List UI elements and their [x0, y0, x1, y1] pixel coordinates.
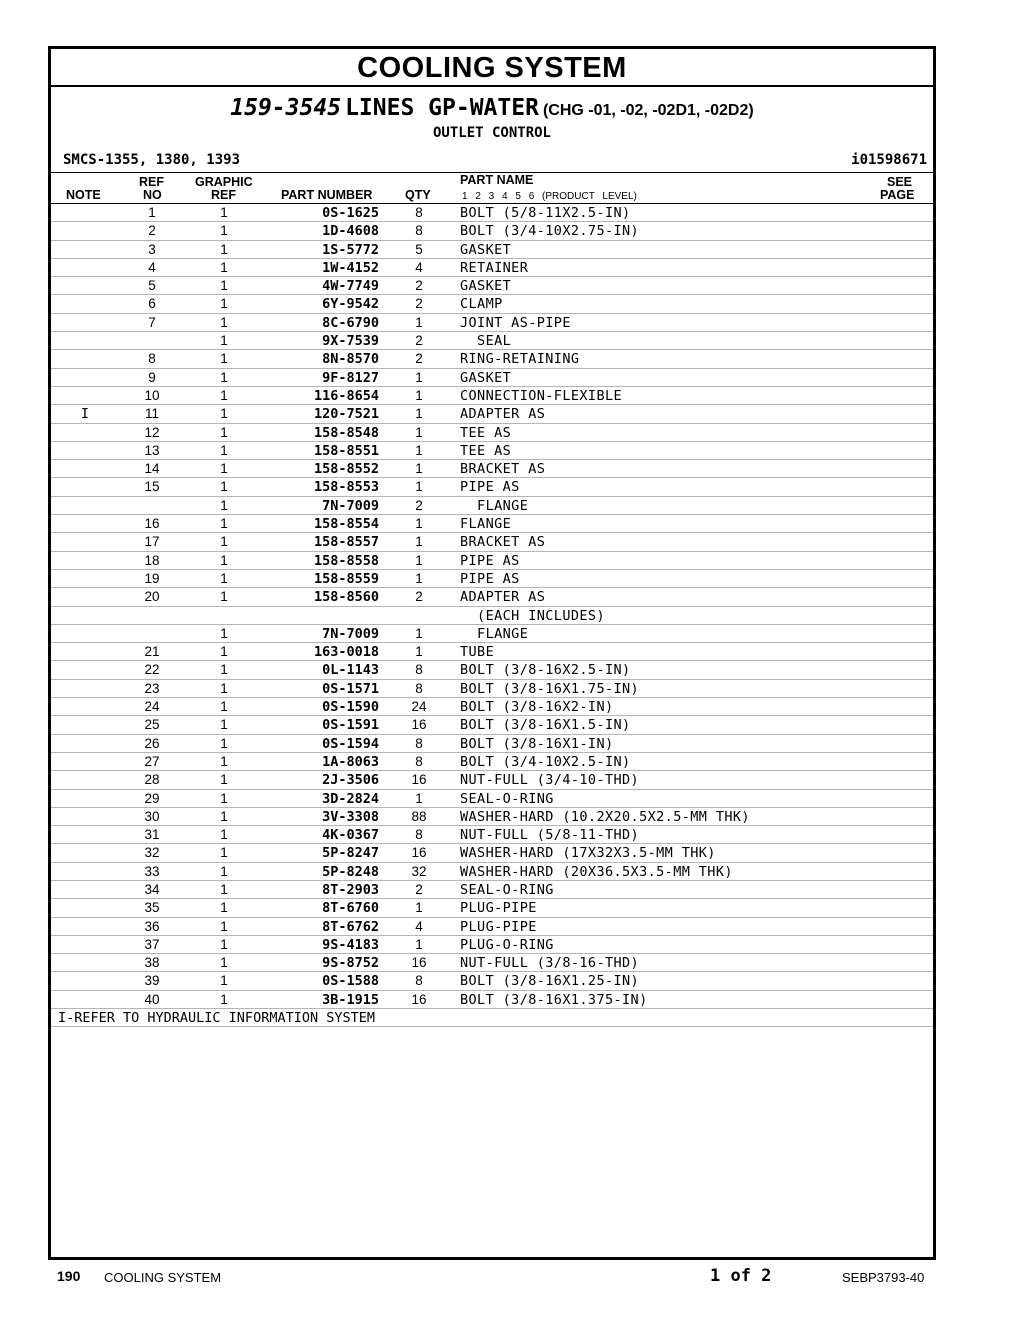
part-name: WASHER-HARD (20X36.5X3.5-MM THK)	[460, 863, 733, 880]
graphic-ref: 1	[220, 863, 228, 879]
part-number: 1D-4608	[322, 223, 379, 240]
part-number: 5P-8247	[322, 845, 379, 862]
part-number: 158-8552	[313, 461, 379, 478]
table-row	[51, 716, 933, 734]
table-row	[51, 314, 933, 332]
table-row	[51, 918, 933, 936]
ref-number: 12	[144, 424, 160, 440]
graphic-ref: 1	[220, 973, 228, 989]
graphic-ref: 1	[220, 680, 228, 696]
ref-number: 18	[144, 552, 160, 568]
part-name: PLUG-O-RING	[460, 936, 554, 953]
quantity: 16	[411, 991, 427, 1007]
part-name: NUT-FULL (3/8-16-THD)	[460, 955, 640, 972]
part-name: GASKET	[460, 278, 512, 295]
ref-number: 11	[144, 406, 159, 422]
part-number: 158-8553	[313, 479, 379, 496]
quantity: 1	[415, 479, 423, 495]
ref-number: 15	[144, 479, 160, 495]
graphic-ref: 1	[220, 241, 228, 257]
quantity: 1	[415, 936, 423, 952]
footnote: I-REFER TO HYDRAULIC INFORMATION SYSTEM	[58, 1010, 375, 1027]
table-row	[51, 478, 933, 496]
part-number: 158-8560	[313, 589, 379, 606]
graphic-ref: 1	[220, 497, 228, 513]
graphic-ref: 1	[220, 827, 228, 843]
table-row	[51, 387, 933, 405]
quantity: 8	[415, 223, 423, 239]
ref-number: 40	[144, 991, 160, 1007]
quantity: 8	[415, 753, 423, 769]
part-name: BOLT (3/4-10X2.75-IN)	[460, 223, 640, 240]
quantity: 1	[415, 406, 423, 422]
quantity: 1	[415, 369, 423, 385]
graphic-ref: 1	[220, 552, 228, 568]
graphic-ref: 1	[220, 625, 228, 641]
table-row	[51, 515, 933, 533]
table-row	[51, 222, 933, 240]
part-number: 2J-3506	[322, 772, 379, 789]
ref-number: 33	[144, 863, 160, 879]
table-row	[51, 277, 933, 295]
part-number: 8T-2903	[322, 881, 379, 898]
quantity: 1	[415, 442, 423, 458]
header-qty: QTY	[405, 188, 431, 202]
table-row	[51, 753, 933, 771]
ref-number: 4	[148, 259, 156, 275]
ref-number: 25	[144, 717, 160, 733]
quantity: 1	[415, 552, 423, 568]
graphic-ref: 1	[220, 479, 228, 495]
part-number: 7N-7009	[322, 497, 379, 514]
group-subtitle: OUTLET CONTROL	[432, 125, 551, 141]
graphic-ref: 1	[220, 918, 228, 934]
part-number: 4K-0367	[322, 827, 379, 844]
part-name: BOLT (3/4-10X2.5-IN)	[460, 753, 631, 770]
part-name: ADAPTER AS	[460, 589, 546, 606]
ref-number: 30	[144, 808, 160, 824]
quantity: 2	[415, 589, 423, 605]
part-name: WASHER-HARD (17X32X3.5-MM THK)	[460, 845, 716, 862]
header-ref-bottom: NO	[143, 188, 162, 202]
illustration-id: i01598671	[851, 152, 927, 168]
ref-number: 31	[144, 827, 160, 843]
part-number: 158-8548	[313, 424, 379, 441]
part-name: BOLT (3/8-16X2-IN)	[460, 699, 614, 716]
graphic-ref: 1	[220, 772, 228, 788]
part-number: 9X-7539	[322, 333, 379, 350]
part-name: BOLT (3/8-16X1.5-IN)	[460, 717, 631, 734]
quantity: 8	[415, 680, 423, 696]
part-name: RING-RETAINING	[460, 351, 580, 368]
part-name: TUBE	[460, 644, 495, 661]
part-name: TEE AS	[460, 424, 512, 441]
table-row	[51, 424, 933, 442]
part-name: WASHER-HARD (10.2X20.5X2.5-MM THK)	[460, 808, 750, 825]
part-number: 6Y-9542	[322, 296, 379, 313]
parts-page-frame	[48, 46, 936, 1260]
graphic-ref: 1	[220, 900, 228, 916]
quantity: 1	[415, 644, 423, 660]
part-number: 9S-4183	[322, 936, 379, 953]
quantity: 2	[415, 278, 423, 294]
quantity: 16	[411, 772, 427, 788]
table-row	[51, 241, 933, 259]
quantity: 1	[415, 570, 423, 586]
part-number: 8C-6790	[322, 314, 379, 331]
quantity: 8	[415, 827, 423, 843]
quantity: 2	[415, 497, 423, 513]
part-number: 0S-1625	[322, 205, 379, 221]
header-see-top: SEE	[887, 175, 913, 189]
table-row	[51, 936, 933, 954]
quantity: 2	[415, 881, 423, 897]
graphic-ref: 1	[220, 406, 228, 422]
page-of: 1 of 2	[710, 1266, 772, 1286]
part-number: 4W-7749	[322, 278, 379, 295]
ref-number: 20	[144, 589, 160, 605]
group-number: 159-3545	[230, 95, 342, 121]
part-name: GASKET	[460, 241, 512, 258]
part-number: 158-8554	[313, 516, 379, 533]
quantity: 1	[415, 387, 423, 403]
note-cell: I	[80, 406, 90, 423]
part-number: 158-8558	[313, 552, 379, 569]
graphic-ref: 1	[220, 644, 228, 660]
graphic-ref: 1	[220, 333, 228, 349]
part-number: 158-8559	[313, 570, 379, 587]
footer-section: COOLING SYSTEM	[104, 1270, 222, 1285]
quantity: 32	[411, 863, 427, 879]
part-name: BRACKET AS	[460, 534, 546, 551]
part-number: 8T-6760	[322, 900, 379, 917]
table-row	[51, 533, 933, 551]
graphic-ref: 1	[220, 387, 228, 403]
quantity: 1	[415, 790, 423, 806]
part-name: RETAINER	[460, 259, 529, 276]
smcs-bar	[51, 148, 933, 173]
quantity: 2	[415, 351, 423, 367]
graphic-ref: 1	[220, 534, 228, 550]
ref-number: 9	[148, 369, 156, 385]
table-row	[51, 497, 933, 515]
ref-number: 13	[144, 442, 160, 458]
part-name: BOLT (3/8-16X1-IN)	[460, 735, 614, 752]
table-row	[51, 405, 933, 423]
table-row	[51, 442, 933, 460]
part-number: 0L-1143	[322, 662, 379, 679]
part-name: SEAL-O-RING	[460, 790, 554, 807]
table-row	[51, 808, 933, 826]
table-row	[51, 899, 933, 917]
quantity: 1	[415, 461, 423, 477]
graphic-ref: 1	[220, 205, 228, 220]
header-graphic-top: GRAPHIC	[195, 175, 253, 189]
graphic-ref: 1	[220, 516, 228, 532]
graphic-ref: 1	[220, 753, 228, 769]
part-name: TEE AS	[460, 442, 512, 459]
graphic-ref: 1	[220, 314, 228, 330]
part-number: 8N-8570	[322, 351, 379, 368]
part-name: BOLT (3/8-16X1.375-IN)	[460, 991, 648, 1008]
ref-number: 1	[148, 205, 156, 220]
graphic-ref: 1	[220, 296, 228, 312]
part-number: 120-7521	[313, 406, 379, 423]
ref-number: 23	[144, 680, 160, 696]
part-name: CONNECTION-FLEXIBLE	[460, 387, 623, 404]
ref-number: 5	[148, 278, 156, 294]
graphic-ref: 1	[220, 570, 228, 586]
quantity: 8	[415, 735, 423, 751]
table-row	[51, 625, 933, 643]
table-row	[51, 881, 933, 899]
quantity: 16	[411, 845, 427, 861]
graphic-ref: 1	[220, 936, 228, 952]
page-footer	[0, 1264, 1020, 1290]
quantity: 1	[415, 900, 423, 916]
table-row	[51, 972, 933, 990]
part-number: 0S-1590	[322, 699, 379, 716]
quantity: 24	[411, 699, 427, 715]
part-number: 3D-2824	[322, 790, 379, 807]
header-see-bottom: PAGE	[880, 188, 915, 202]
graphic-ref: 1	[220, 955, 228, 971]
ref-number: 22	[144, 662, 160, 678]
part-number: 0S-1594	[322, 735, 379, 752]
graphic-ref: 1	[220, 662, 228, 678]
footnote-row	[51, 1009, 933, 1027]
part-number: 116-8654	[313, 387, 379, 404]
part-name: JOINT AS-PIPE	[460, 314, 571, 331]
group-name: LINES GP-WATER	[345, 95, 539, 121]
graphic-ref: 1	[220, 735, 228, 751]
ref-number: 27	[144, 753, 160, 769]
part-number: 163-0018	[313, 644, 379, 661]
part-number: 158-8557	[313, 534, 379, 551]
table-row	[51, 771, 933, 789]
ref-number: 2	[148, 223, 156, 239]
part-number: 3V-3308	[322, 808, 379, 825]
part-name: BRACKET AS	[460, 461, 546, 478]
ref-number: 6	[148, 296, 156, 312]
page-number: 190	[57, 1268, 81, 1284]
ref-number: 35	[144, 900, 160, 916]
graphic-ref: 1	[220, 223, 228, 239]
graphic-ref: 1	[220, 699, 228, 715]
part-name: BOLT (3/8-16X2.5-IN)	[460, 662, 631, 679]
part-name: PIPE AS	[460, 552, 520, 569]
part-number: 7N-7009	[322, 625, 379, 642]
table-row	[51, 661, 933, 679]
ref-number: 19	[144, 570, 160, 586]
header-part-name: PART NAME	[460, 173, 534, 187]
quantity: 8	[415, 205, 423, 220]
table-row	[51, 350, 933, 368]
part-number: 1W-4152	[322, 259, 379, 276]
ref-number: 32	[144, 845, 160, 861]
part-name: SEAL	[460, 333, 512, 350]
part-number: 5P-8248	[322, 863, 379, 880]
header-product-levels: 1 2 3 4 5 6 (PRODUCT LEVEL)	[462, 191, 637, 202]
part-name: (EACH INCLUDES)	[460, 607, 605, 624]
table-row	[51, 844, 933, 862]
table-row	[51, 460, 933, 478]
part-number: 0S-1571	[322, 680, 379, 697]
quantity: 8	[415, 662, 423, 678]
table-row	[51, 698, 933, 716]
part-name: BOLT (3/8-16X1.75-IN)	[460, 680, 640, 697]
part-number: 8T-6762	[322, 918, 379, 935]
part-number: 3B-1915	[322, 991, 379, 1008]
quantity: 88	[411, 808, 427, 824]
quantity: 8	[415, 973, 423, 989]
part-name: BOLT (5/8-11X2.5-IN)	[460, 205, 631, 221]
ref-number: 28	[144, 772, 160, 788]
ref-number: 37	[144, 936, 160, 952]
table-row	[51, 826, 933, 844]
part-number: 9S-8752	[322, 955, 379, 972]
graphic-ref: 1	[220, 461, 228, 477]
part-name: BOLT (3/8-16X1.25-IN)	[460, 973, 640, 990]
table-row	[51, 369, 933, 387]
table-row	[51, 295, 933, 313]
ref-number: 26	[144, 735, 160, 751]
change-levels: (CHG -01, -02, -02D1, -02D2)	[542, 102, 754, 119]
part-name: PIPE AS	[460, 479, 520, 496]
graphic-ref: 1	[220, 442, 228, 458]
header-ref-top: REF	[139, 175, 164, 189]
ref-number: 8	[148, 351, 156, 367]
quantity: 1	[415, 516, 423, 532]
ref-number: 24	[144, 699, 160, 715]
header-note: NOTE	[66, 188, 101, 202]
graphic-ref: 1	[220, 351, 228, 367]
header-graphic-bottom: REF	[211, 188, 236, 202]
ref-number: 38	[144, 955, 160, 971]
section-title: COOLING SYSTEM	[51, 49, 933, 87]
graphic-ref: 1	[220, 424, 228, 440]
table-row	[51, 204, 933, 222]
quantity: 4	[415, 918, 423, 934]
part-name: PLUG-PIPE	[460, 918, 537, 935]
ref-number: 39	[144, 973, 160, 989]
ref-number: 36	[144, 918, 160, 934]
table-row	[51, 643, 933, 661]
graphic-ref: 1	[220, 991, 228, 1007]
table-row	[51, 680, 933, 698]
quantity: 2	[415, 296, 423, 312]
quantity: 16	[411, 717, 427, 733]
graphic-ref: 1	[220, 845, 228, 861]
part-name: FLANGE	[460, 516, 512, 533]
table-row	[51, 259, 933, 277]
table-row	[51, 570, 933, 588]
part-number: 9F-8127	[322, 369, 379, 386]
graphic-ref: 1	[220, 589, 228, 605]
ref-number: 7	[148, 314, 156, 330]
quantity: 5	[415, 241, 423, 257]
part-name: ADAPTER AS	[460, 406, 546, 423]
quantity: 1	[415, 424, 423, 440]
quantity: 16	[411, 955, 427, 971]
smcs-codes: SMCS-1355, 1380, 1393	[63, 152, 241, 168]
part-name: NUT-FULL (5/8-11-THD)	[460, 827, 640, 844]
ref-number: 29	[144, 790, 160, 806]
table-row	[51, 735, 933, 753]
part-name: FLANGE	[460, 497, 529, 514]
ref-number: 14	[144, 461, 160, 477]
table-row	[51, 588, 933, 606]
graphic-ref: 1	[220, 369, 228, 385]
quantity: 4	[415, 259, 423, 275]
part-name: NUT-FULL (3/4-10-THD)	[460, 772, 640, 789]
column-headers	[51, 173, 933, 204]
part-number: 158-8551	[313, 442, 379, 459]
part-name: GASKET	[460, 369, 512, 386]
graphic-ref: 1	[220, 790, 228, 806]
part-number: 1S-5772	[322, 241, 379, 258]
ref-number: 34	[144, 881, 160, 897]
part-number: 0S-1588	[322, 973, 379, 990]
quantity: 1	[415, 314, 423, 330]
ref-number: 16	[144, 516, 160, 532]
table-row	[51, 954, 933, 972]
group-heading	[51, 95, 933, 124]
header-part-number: PART NUMBER	[281, 188, 373, 202]
table-row	[51, 607, 933, 625]
graphic-ref: 1	[220, 881, 228, 897]
table-row	[51, 863, 933, 881]
part-number: 1A-8063	[322, 753, 379, 770]
document-number: SEBP3793-40	[842, 1270, 925, 1285]
quantity: 1	[415, 534, 423, 550]
table-row	[51, 552, 933, 570]
part-name: SEAL-O-RING	[460, 881, 554, 898]
part-name: FLANGE	[460, 625, 529, 642]
ref-number: 21	[144, 644, 160, 660]
ref-number: 3	[148, 241, 156, 257]
graphic-ref: 1	[220, 259, 228, 275]
graphic-ref: 1	[220, 717, 228, 733]
ref-number: 17	[144, 534, 160, 550]
graphic-ref: 1	[220, 808, 228, 824]
part-name: PIPE AS	[460, 570, 520, 587]
ref-number: 10	[144, 387, 160, 403]
part-number: 0S-1591	[322, 717, 379, 734]
table-row	[51, 332, 933, 350]
table-row	[51, 991, 933, 1009]
parts-table	[51, 204, 933, 1009]
part-name: CLAMP	[460, 296, 503, 313]
quantity: 1	[415, 625, 423, 641]
table-row	[51, 790, 933, 808]
part-name: PLUG-PIPE	[460, 900, 537, 917]
graphic-ref: 1	[220, 278, 228, 294]
quantity: 2	[415, 333, 423, 349]
